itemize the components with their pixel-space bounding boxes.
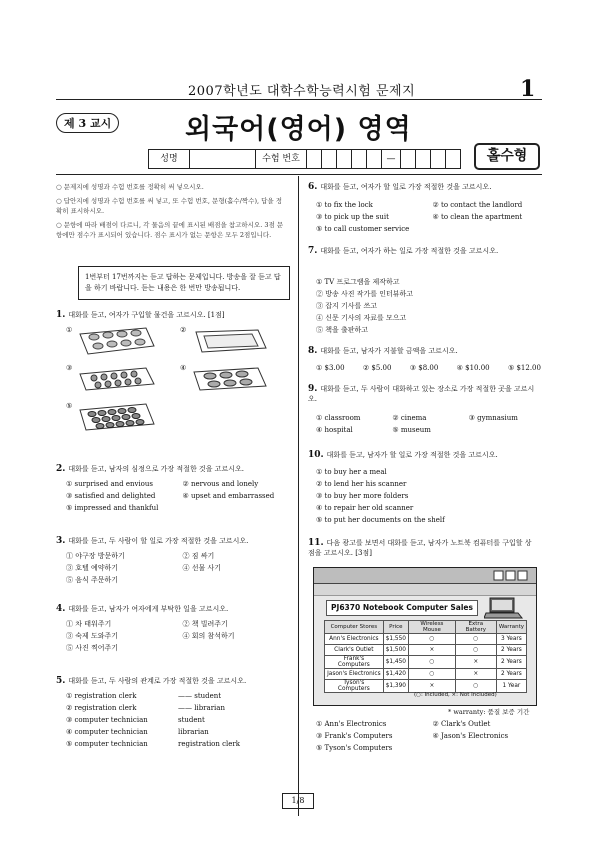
exam-number-digit[interactable] — [352, 150, 367, 168]
q5-option-right: registration clerk — [178, 740, 241, 748]
table-row — [325, 656, 527, 669]
q5-option-left: ④ computer technician — [66, 728, 148, 736]
question-7 — [308, 246, 538, 256]
q10-option[interactable]: ① to buy her a meal — [316, 468, 387, 476]
instructions — [56, 182, 286, 240]
question-text: 다음 광고를 보면서 대화를 듣고, 남자가 노트북 컴퓨터를 구입할 상점을 고르시오. [3점] — [308, 539, 532, 557]
table-cell: × — [455, 669, 496, 680]
question-number: 4. — [56, 604, 66, 614]
q11-option[interactable]: ① Ann's Electronics — [316, 720, 387, 728]
question-text: 대화를 듣고, 여자가 할 일로 가장 적절한 것을 고르시오. — [320, 183, 492, 191]
table-cell: 2 Years — [496, 656, 526, 669]
q11-options — [316, 718, 541, 754]
q3-option[interactable]: ② 짐 싸기 — [182, 552, 215, 560]
q8-option[interactable]: ③ $8.00 — [409, 364, 439, 372]
q8-option[interactable]: ② $5.00 — [362, 364, 392, 372]
page-number: 1 — [520, 76, 536, 102]
table-cell: 2 Years — [496, 645, 526, 656]
question-number: 3. — [56, 536, 66, 546]
q11-option[interactable]: ④ Jason's Electronics — [432, 732, 509, 740]
q9-option[interactable]: ② cinema — [392, 414, 427, 422]
question-9 — [308, 384, 538, 404]
table-cell: $1,550 — [383, 634, 408, 645]
exam-number-digit[interactable] — [401, 150, 416, 168]
table-cell: ○ — [455, 680, 496, 693]
table-row — [325, 645, 527, 656]
session-label: 제 3 교시 — [56, 113, 119, 133]
q5-option[interactable] — [66, 726, 291, 738]
question-1 — [56, 310, 286, 320]
muffin-tray-icon — [74, 324, 156, 358]
table-cell: Clark's Outlet — [325, 645, 384, 656]
question-4 — [56, 604, 286, 614]
q11-option[interactable]: ③ Frank's Computers — [316, 732, 393, 740]
question-11 — [308, 538, 538, 558]
table-cell: × — [455, 656, 496, 669]
q9-option[interactable]: ⑤ museum — [392, 426, 431, 434]
laptop-icon — [484, 596, 524, 620]
instruction-item: ○ 문항에 따라 배점이 다르니, 각 물음의 끝에 표시된 배점을 참고하시오. 3점 문항에만 점수가 표시되어 있습니다. 점수 표시가 없는 문항은 모두 2점입니다. — [56, 221, 284, 239]
table-header-row — [325, 621, 527, 634]
question-number: 8. — [308, 346, 318, 356]
instruction-item: ○ 문제지에 성명과 수험 번호를 정확히 써 넣으시오. — [56, 183, 204, 191]
question-10 — [308, 450, 538, 460]
exam-number-digit[interactable] — [416, 150, 431, 168]
q4-option[interactable]: ② 책 빌려주기 — [182, 620, 228, 628]
question-text: 대화를 듣고, 두 사람의 관계로 가장 적절한 것을 고르시오. — [68, 677, 247, 685]
q8-option[interactable]: ⑤ $12.00 — [507, 364, 541, 372]
table-cell: ○ — [409, 669, 456, 680]
total-pages: 8 — [299, 796, 305, 805]
q6-option[interactable]: ① to fix the lock — [316, 201, 373, 209]
table-cell: Ann's Electronics — [325, 634, 384, 645]
exam-number-dash: — — [382, 150, 401, 168]
question-8 — [308, 346, 538, 356]
option-marker: ② — [180, 326, 187, 334]
column-header: Warranty — [496, 621, 526, 634]
question-number: 9. — [308, 384, 318, 394]
q2-option[interactable]: ② nervous and lonely — [182, 480, 259, 488]
question-number: 1. — [56, 310, 66, 320]
question-text: 대화를 듣고, 남자가 여자에게 부탁한 일을 고르시오. — [68, 605, 229, 613]
window-titlebar — [314, 568, 536, 584]
q4-option[interactable]: ④ 회의 참석하기 — [182, 632, 235, 640]
q6-option[interactable]: ③ to pick up the suit — [316, 213, 389, 221]
q8-option[interactable]: ① $3.00 — [316, 364, 345, 372]
q6-options — [316, 199, 541, 235]
question-text: 대화를 듣고, 남자가 할 일로 가장 적절한 것을 고르시오. — [326, 451, 498, 459]
q4-options — [66, 618, 291, 654]
question-text: 대화를 듣고, 두 사람이 할 일로 가장 적절한 것을 고르시오. — [68, 537, 249, 545]
table-row — [325, 680, 527, 693]
column-header: Computer Stores — [325, 621, 384, 634]
q1-option[interactable] — [66, 362, 172, 396]
q1-option[interactable] — [180, 324, 286, 358]
q11-option[interactable]: ② Clark's Outlet — [432, 720, 491, 728]
table-cell: ○ — [409, 656, 456, 669]
exam-number-digit[interactable] — [431, 150, 446, 168]
q1-option[interactable] — [66, 400, 172, 434]
q5-option[interactable] — [66, 714, 291, 726]
q6-option[interactable]: ② to contact the landlord — [432, 201, 523, 209]
listening-notice: 1번부터 17번까지는 듣고 답하는 문제입니다. 방송을 잘 듣고 답을 하기 바랍니다. 듣는 내용은 한 번만 방송됩니다. — [78, 266, 290, 300]
id-row — [148, 149, 461, 169]
q7-option[interactable]: ① TV 프로그램을 제작하고 — [316, 278, 400, 286]
q10-option[interactable]: ③ to buy her more folders — [316, 492, 409, 500]
q7-option[interactable]: ④ 신문 기사의 자료를 모으고 — [316, 314, 407, 322]
exam-number-label: 수험 번호 — [256, 150, 307, 168]
header-rule — [56, 99, 542, 100]
q5-option[interactable] — [66, 702, 291, 714]
page-indicator: 1/8 — [282, 793, 314, 809]
q10-option[interactable]: ⑤ to put her documents on the shelf — [316, 516, 445, 524]
q4-option[interactable]: ⑤ 사진 찍어주기 — [66, 644, 119, 652]
baking-pan-icon — [188, 324, 270, 358]
question-text: 대화를 듣고, 남자의 심정으로 가장 적절한 것을 고르시오. — [68, 465, 244, 473]
q5-option-right: student — [178, 716, 205, 724]
header-rule-bottom — [56, 174, 542, 175]
q3-option[interactable]: ① 야구장 방문하기 — [66, 552, 125, 560]
q2-option[interactable]: ④ upset and embarrassed — [182, 492, 275, 500]
table-cell: $1,500 — [383, 645, 408, 656]
q10-options — [316, 466, 541, 526]
current-page: 1 — [291, 796, 297, 805]
question-number: 7. — [308, 246, 318, 256]
table-row — [325, 669, 527, 680]
q11-option[interactable]: ⑤ Tyson's Computers — [316, 744, 393, 752]
q3-option[interactable]: ③ 호텔 예약하기 — [66, 564, 119, 572]
q1-option[interactable] — [66, 324, 172, 358]
q4-option[interactable]: ③ 숙제 도와주기 — [66, 632, 119, 640]
q5-options — [66, 690, 291, 750]
q7-option[interactable]: ③ 잡지 기사를 쓰고 — [316, 302, 378, 310]
sales-table — [324, 620, 527, 693]
window-controls-icon — [314, 568, 536, 583]
option-marker: ① — [66, 326, 73, 334]
q4-option[interactable]: ① 차 태워주기 — [66, 620, 112, 628]
q6-option[interactable]: ⑤ to call customer service — [316, 225, 410, 233]
q1-options — [66, 324, 286, 434]
exam-number-digit[interactable] — [367, 150, 382, 168]
question-number: 11. — [308, 538, 324, 548]
question-2 — [56, 464, 286, 474]
question-number: 5. — [56, 676, 66, 686]
question-text: 대화를 듣고, 남자가 지불할 금액을 고르시오. — [320, 347, 458, 355]
table-cell: Jason's Electronics — [325, 669, 384, 680]
q9-option[interactable]: ③ gymnasium — [468, 414, 518, 422]
q3-option[interactable]: ④ 선물 사기 — [182, 564, 221, 572]
table-row — [325, 634, 527, 645]
sale-title: PJ6370 Notebook Computer Sales — [326, 600, 478, 616]
q7-options — [316, 276, 541, 336]
name-label: 성명 — [149, 150, 190, 168]
q5-option-left: ③ computer technician — [66, 716, 148, 724]
q9-options — [316, 412, 541, 436]
q5-option-right: librarian — [178, 728, 209, 736]
q2-options — [66, 478, 291, 514]
exam-number-digit[interactable] — [446, 150, 460, 168]
question-number: 6. — [308, 182, 318, 192]
table-cell: $1,450 — [383, 656, 408, 669]
muffin-tray-icon — [74, 362, 156, 396]
column-divider — [298, 176, 299, 816]
muffin-tray-icon — [74, 400, 156, 434]
table-cell: 3 Years — [496, 634, 526, 645]
table-legend: (○: Included, ×: Not Included) — [414, 692, 497, 698]
q9-option[interactable]: ④ hospital — [316, 426, 353, 434]
option-marker: ③ — [66, 364, 73, 372]
q5-option-left: ② registration clerk — [66, 704, 137, 712]
q5-option-left: ⑤ computer technician — [66, 740, 148, 748]
column-header: Price — [383, 621, 408, 634]
sales-advertisement — [313, 567, 537, 706]
question-number: 10. — [308, 450, 324, 460]
question-number: 2. — [56, 464, 66, 474]
question-text: 대화를 듣고, 여자가 하는 일로 가장 적절한 것을 고르시오. — [320, 247, 499, 255]
exam-number-digit[interactable] — [322, 150, 337, 168]
q7-option[interactable]: ⑤ 책을 출판하고 — [316, 326, 369, 334]
q2-option[interactable]: ③ satisfied and delighted — [66, 492, 156, 500]
table-cell: 2 Years — [496, 669, 526, 680]
question-text: 대화를 듣고, 여자가 구입할 물건을 고르시오. [1점] — [68, 311, 225, 319]
subject-title: 외국어(영어) 영역 — [185, 114, 412, 145]
table-cell: Frank's Computers — [325, 656, 384, 669]
table-cell: × — [409, 680, 456, 693]
question-text: 대화를 듣고, 두 사람이 대화하고 있는 장소로 가장 적절한 곳을 고르시오. — [308, 385, 535, 403]
question-6 — [308, 182, 538, 192]
table-cell: $1,420 — [383, 669, 408, 680]
exam-number-digit[interactable] — [337, 150, 352, 168]
exam-title: 2007학년도 대학수학능력시험 문제지 — [188, 84, 416, 99]
q10-option[interactable]: ④ to repair her old scanner — [316, 504, 414, 512]
q8-options — [316, 362, 541, 374]
table-cell: ○ — [409, 634, 456, 645]
option-marker: ⑤ — [66, 402, 73, 410]
q8-option[interactable]: ④ $10.00 — [456, 364, 490, 372]
name-field[interactable] — [190, 150, 256, 168]
table-cell: ○ — [455, 645, 496, 656]
window-toolbar — [314, 584, 536, 596]
q5-option-left: ① registration clerk — [66, 692, 137, 700]
question-3 — [56, 536, 286, 546]
column-header: Extra Battery — [455, 621, 496, 634]
column-header: Wireless Mouse — [409, 621, 456, 634]
q2-option[interactable]: ⑤ impressed and thankful — [66, 504, 159, 512]
q7-option[interactable]: ② 방송 사진 작가를 인터뷰하고 — [316, 290, 414, 298]
q3-option[interactable]: ⑤ 음식 주문하기 — [66, 576, 119, 584]
q10-option[interactable]: ② to lend her his scanner — [316, 480, 407, 488]
q5-option-right: —— librarian — [178, 704, 225, 712]
option-marker: ④ — [180, 364, 187, 372]
q9-option[interactable]: ① classroom — [316, 414, 361, 422]
instruction-item: ○ 답안지에 성명과 수험 번호를 써 넣고, 또 수험 번호, 문형(홀수/짝수), 답을 정확히 표시하시오. — [56, 197, 283, 215]
table-cell: ○ — [455, 634, 496, 645]
question-5 — [56, 676, 286, 686]
table-cell: Tyson's Computers — [325, 680, 384, 693]
muffin-tray-icon — [188, 362, 270, 396]
q5-option[interactable] — [66, 690, 291, 702]
table-cell: 1 Year — [496, 680, 526, 693]
exam-number-digit[interactable] — [307, 150, 322, 168]
q6-option[interactable]: ④ to clean the apartment — [432, 213, 523, 221]
table-cell: × — [409, 645, 456, 656]
q5-option[interactable] — [66, 738, 291, 750]
q5-option-right: —— student — [178, 692, 222, 700]
q2-option[interactable]: ① surprised and envious — [66, 480, 154, 488]
q3-options — [66, 550, 291, 586]
warranty-note: * warranty: 품질 보증 기간 — [448, 708, 530, 716]
q1-option[interactable] — [180, 362, 286, 396]
paper-type-badge: 홀수형 — [474, 143, 540, 170]
table-cell: $1,390 — [383, 680, 408, 693]
